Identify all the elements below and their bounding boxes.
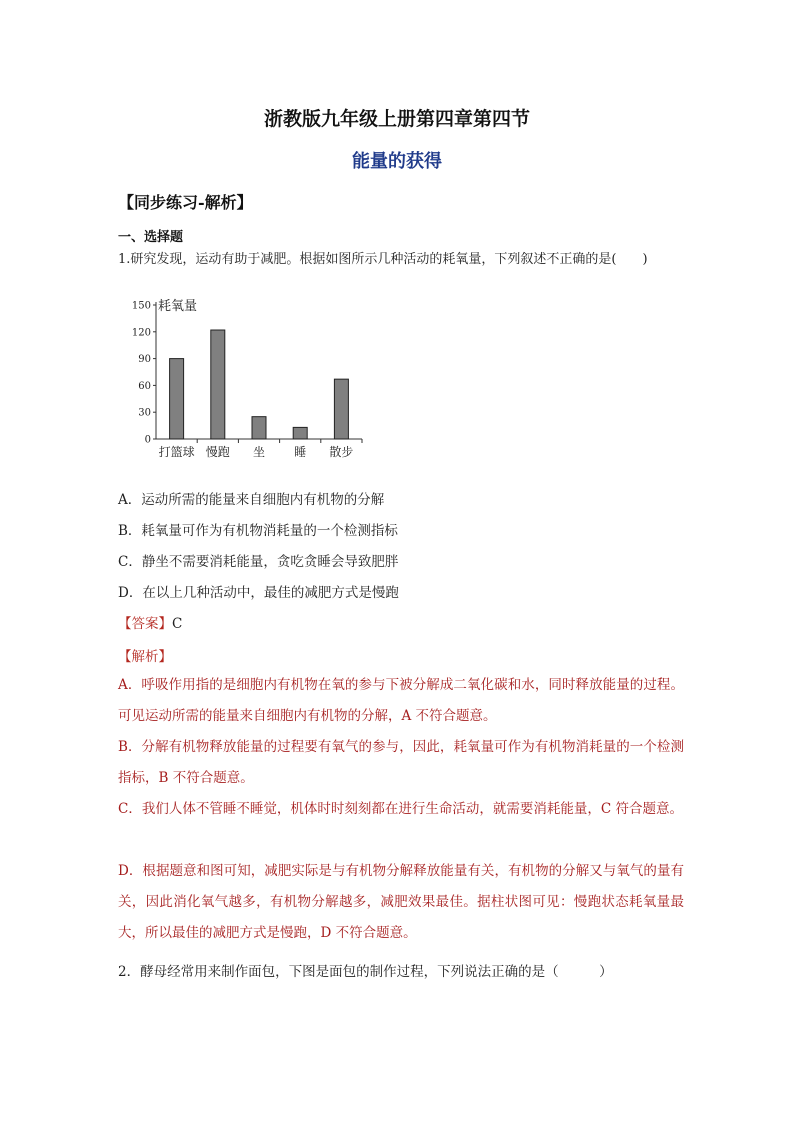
answer-value: C <box>172 616 183 632</box>
x-tick-label: 散步 <box>329 445 354 459</box>
x-tick-label: 睡 <box>294 445 307 459</box>
y-tick-label: 120 <box>132 327 151 339</box>
bar-1 <box>211 330 225 439</box>
bar-2 <box>252 417 266 439</box>
y-tick-label: 0 <box>144 434 151 446</box>
y-tick-label: 90 <box>138 354 151 366</box>
question-1-stem: 1.研究发现，运动有助于减肥。根据如图所示几种活动的耗氧量，下列叙述不正确的是( ) <box>118 252 648 267</box>
document-subtitle: 能量的获得 <box>352 151 442 172</box>
question-1-option-c: C．静坐不需要消耗能量，贪吃贪睡会导致肥胖 <box>118 554 399 570</box>
bar-3 <box>293 427 307 439</box>
section-heading: 【同步练习-解析】 <box>118 193 253 212</box>
answer-label: 【答案】 <box>118 616 172 632</box>
part-heading: 一、选择题 <box>118 230 184 245</box>
bar-0 <box>170 359 184 439</box>
x-tick-label: 打篮球 <box>158 445 195 459</box>
question-1-option-d: D．在以上几种活动中，最佳的减肥方式是慢跑 <box>118 585 399 601</box>
explanation-c: C．我们人体不管睡不睡觉，机体时时刻刻都在进行生命活动，就需要消耗能量，C 符合题意。 <box>118 801 683 817</box>
answer-line <box>118 612 182 632</box>
explanation-heading <box>118 645 172 665</box>
explanation-label: 【解析】 <box>118 649 172 665</box>
question-1-option-b: B．耗氧量可作为有机物消耗量的一个检测指标 <box>118 523 398 539</box>
x-tick-label: 慢跑 <box>205 445 230 459</box>
explanation-b: B．分解有机物释放能量的过程要有氧气的参与，因此，耗氧量可作为有机物消耗量的一个检测指标，B 不符合题意。 <box>118 739 684 786</box>
bar-4 <box>334 379 348 439</box>
x-tick-label: 坐 <box>252 445 266 459</box>
y-tick-label: 150 <box>132 300 151 312</box>
document-title: 浙教版九年级上册第四章第四节 <box>263 108 530 130</box>
y-tick-label: 30 <box>138 407 151 419</box>
explanation-a: A．呼吸作用指的是细胞内有机物在氧的参与下被分解成二氧化碳和水，同时释放能量的过程。可见运动所需的能量来自细胞内有机物的分解，A 不符合题意。 <box>118 677 684 724</box>
question-1-option-a: A．运动所需的能量来自细胞内有机物的分解 <box>118 492 385 508</box>
explanation-d: D．根据题意和图可知，减肥实际是与有机物分解释放能量有关，有机物的分解又与氧气的量有关，因此消化氧气越多，有机物分解越多，减肥效果最佳。据柱状图可见：慢跑状态耗氧量最大，所以最佳的减肥方式是慢跑，D 不符合题意。 <box>118 863 684 941</box>
oxygen-consumption-chart <box>132 292 372 467</box>
question-2-stem: 2．酵母经常用来制作面包，下图是面包的制作过程，下列说法正确的是（ ） <box>118 964 613 980</box>
y-axis-label: 耗氧量 <box>158 299 198 314</box>
y-tick-label: 60 <box>138 380 151 392</box>
